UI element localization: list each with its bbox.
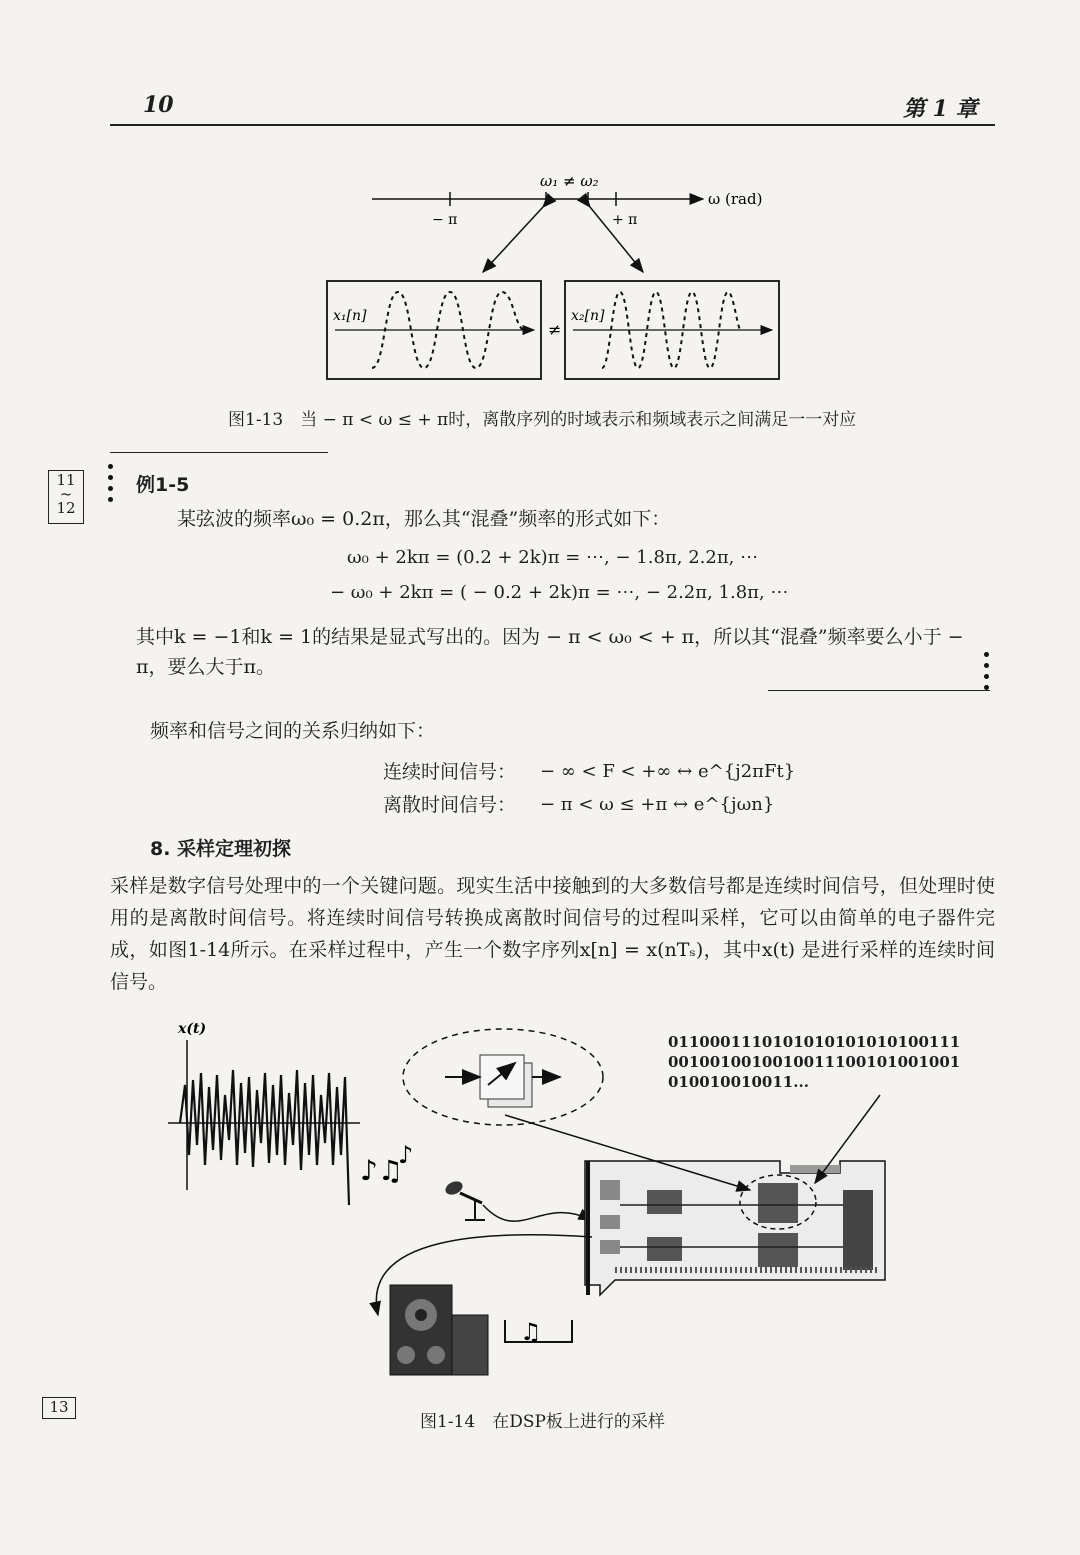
minus-pi-label: − π bbox=[432, 212, 458, 228]
note-symbol: ♫ bbox=[520, 1318, 542, 1346]
section-8-title: 8. 采样定理初探 bbox=[150, 838, 292, 860]
mic-cable bbox=[483, 1205, 592, 1221]
bit-line: 010010010011... bbox=[668, 1073, 809, 1091]
signal-waveform bbox=[180, 1070, 349, 1205]
formula-1: ω₀ + 2kπ = (0.2 + 2k)π = ⋯, − 1.8π, 2.2π, ⋯ bbox=[347, 547, 759, 568]
plus-pi-label: + π bbox=[612, 212, 638, 228]
chapter-label: 第 1 章 bbox=[903, 96, 978, 122]
example-dots-left bbox=[108, 464, 113, 508]
axis-label: ω (rad) bbox=[708, 190, 763, 208]
header-rule bbox=[110, 124, 995, 126]
omega-neq-label: ω₁ ≠ ω₂ bbox=[540, 172, 599, 190]
figure-1-14-caption: 图1-14 在DSP板上进行的采样 bbox=[420, 1412, 665, 1432]
example-conclusion: 其中k = −1和k = 1的结果是显式写出的。因为 − π < ω₀ < + π，所以其“混叠”频率要么小于 − π，要么大于π。 bbox=[136, 626, 964, 678]
example-title: 例1-5 bbox=[136, 474, 190, 496]
music-notes-icon: ♪♫ bbox=[360, 1154, 403, 1187]
summary-intro: 频率和信号之间的关系归纳如下： bbox=[150, 720, 436, 742]
neq-symbol: ≠ bbox=[548, 320, 562, 339]
example-intro: 某弦波的频率ω₀ = 0.2π，那么其“混叠”频率的形式如下： bbox=[177, 508, 671, 530]
speaker-icon bbox=[390, 1285, 488, 1375]
signal-label: x(t) bbox=[178, 1021, 207, 1037]
bit-line: 0010010010010011100101001001 bbox=[668, 1053, 961, 1071]
formula-2: − ω₀ + 2kπ = ( − 0.2 + 2k)π = ⋯, − 2.2π, 1.8π, ⋯ bbox=[330, 582, 789, 603]
figure-1-13 bbox=[300, 160, 800, 390]
music-note-icon: ♪ bbox=[398, 1141, 414, 1169]
discrete-label: 离散时间信号： bbox=[383, 794, 517, 816]
page-number: 10 bbox=[143, 92, 174, 118]
sampler-box bbox=[480, 1055, 524, 1099]
example-bottom-rule bbox=[768, 690, 990, 691]
continuous-formula: − ∞ < F < +∞ ↔ e^{j2πFt} bbox=[540, 761, 796, 782]
margin-ref-11-12: 11 ~ 12 bbox=[48, 470, 84, 524]
figure-1-13-caption: 图1-13 当 − π < ω ≤ + π时，离散序列的时域表示和频域表示之间满足一一对应 bbox=[228, 410, 857, 430]
x1-label: x₁[n] bbox=[333, 308, 367, 324]
section-8-paragraph: 采样是数字信号处理中的一个关键问题。现实生活中接触到的大多数信号都是连续时间信号，但处理时使用的是离散时间信号。将连续时间信号转换成离散时间信号的过程叫采样，它可以由简单的电子器件完成，如图1-14所示。在采样过程中，产生一个数字序列x[n] = x(nTₛ)，其中x(t) 是进行采样的连续时间信号。 bbox=[110, 875, 995, 993]
margin-ref-13: 13 bbox=[42, 1397, 76, 1419]
continuous-label: 连续时间信号： bbox=[383, 761, 517, 783]
note-box-icon bbox=[505, 1318, 572, 1346]
example-top-rule bbox=[110, 452, 328, 453]
bit-stream bbox=[668, 1032, 960, 1092]
bit-line: 0110001110101010101010100111 bbox=[668, 1033, 961, 1051]
x2-label: x₂[n] bbox=[571, 308, 605, 324]
microphone-icon bbox=[443, 1179, 485, 1220]
arrow-left bbox=[483, 207, 543, 272]
discrete-formula: − π < ω ≤ +π ↔ e^{jωn} bbox=[540, 794, 775, 815]
dsp-board bbox=[585, 1161, 885, 1295]
